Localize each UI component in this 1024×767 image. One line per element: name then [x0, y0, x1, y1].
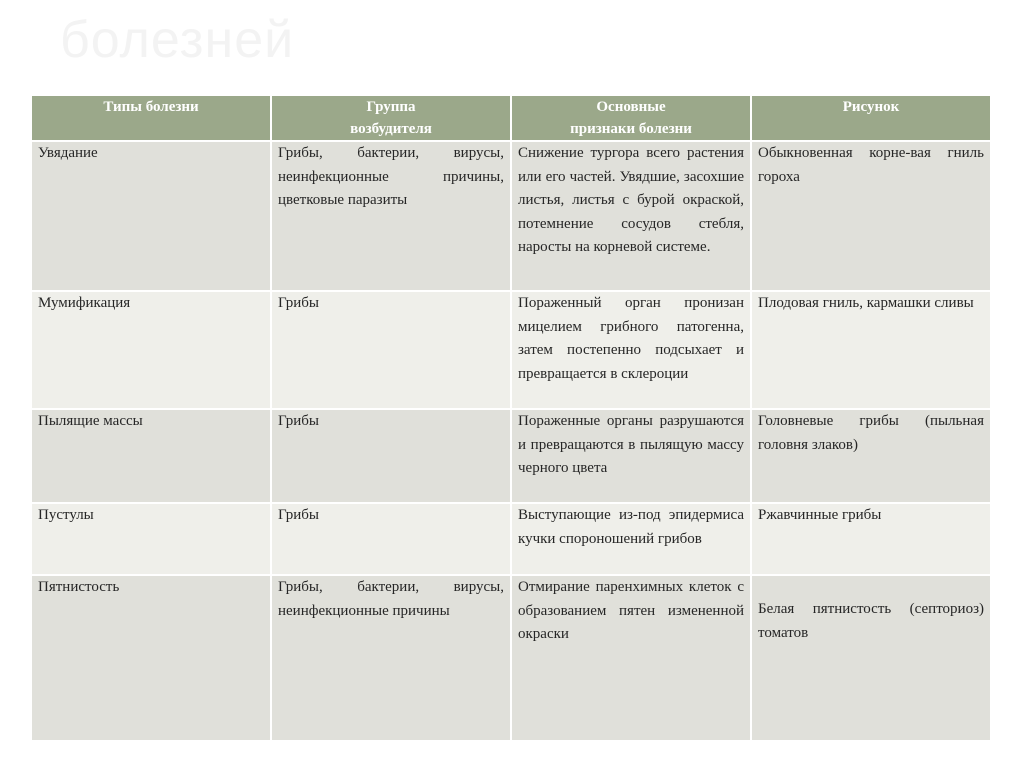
- cell-signs: Пораженный орган пронизан мицелием грибного патогенна, затем постепенно подсыхает и превращается в склероции: [512, 292, 750, 408]
- diseases-table: [30, 94, 992, 742]
- cell-disease-type: Пылящие массы: [32, 410, 270, 502]
- cell-signs: Пораженные органы разрушаются и превращаются в пылящую массу черного цвета: [512, 410, 750, 502]
- table-row: [32, 292, 990, 408]
- cell-disease-type: Увядание: [32, 142, 270, 290]
- cell-pathogen: Грибы: [272, 292, 510, 408]
- cell-disease-type: Пятнистость: [32, 576, 270, 740]
- cell-picture: Ржавчинные грибы: [752, 504, 990, 574]
- cell-signs: Снижение тургора всего растения или его частей. Увядшие, засохшие листья, листья с бурой окраской, потемнение сосудов стебля, наросты на корневой системе.: [512, 142, 750, 290]
- cell-disease-type: Пустулы: [32, 504, 270, 574]
- table-header-row: [32, 96, 990, 140]
- cell-disease-type: Мумификация: [32, 292, 270, 408]
- slide-title: болезней: [60, 11, 295, 69]
- cell-picture: Плодовая гниль, кармашки сливы: [752, 292, 990, 408]
- table-row: [32, 410, 990, 502]
- cell-pathogen: Грибы, бактерии, вирусы, неинфекционные причины, цветковые паразиты: [272, 142, 510, 290]
- cell-picture: Белая пятнистость (септориоз) томатов: [752, 576, 990, 740]
- table-row: [32, 504, 990, 574]
- header-pathogen-group: Группа возбудителя: [272, 96, 510, 140]
- cell-pathogen: Грибы, бактерии, вирусы, неинфекционные причины: [272, 576, 510, 740]
- header-disease-type: Типы болезни: [32, 96, 270, 140]
- header-picture: Рисунок: [752, 96, 990, 140]
- cell-picture: Обыкновенная корне-вая гниль гороха: [752, 142, 990, 290]
- cell-signs: Выступающие из-под эпидермиса кучки спороношений грибов: [512, 504, 750, 574]
- cell-pathogen: Грибы: [272, 504, 510, 574]
- cell-picture: Головневые грибы (пыльная головня злаков): [752, 410, 990, 502]
- header-main-signs: Основные признаки болезни: [512, 96, 750, 140]
- table-row: [32, 142, 990, 290]
- table-row: [32, 576, 990, 740]
- cell-pathogen: Грибы: [272, 410, 510, 502]
- cell-signs: Отмирание паренхимных клеток с образованием пятен измененной окраски: [512, 576, 750, 740]
